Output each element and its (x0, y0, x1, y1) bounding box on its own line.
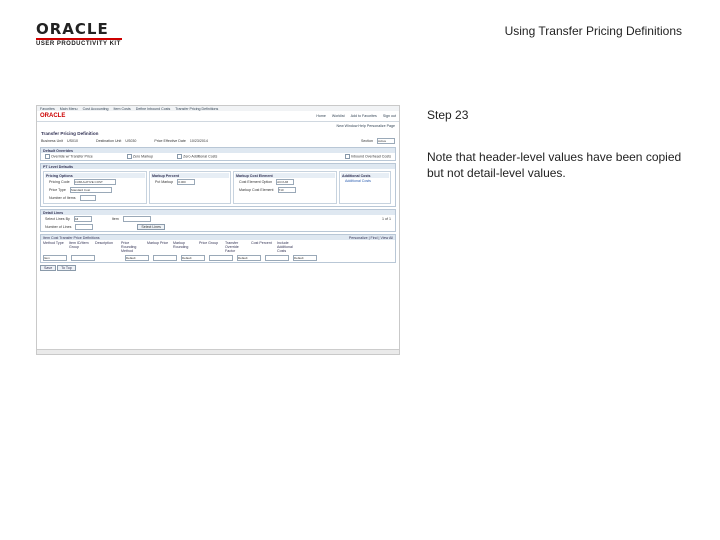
item-field[interactable] (123, 216, 151, 222)
markup-pct-field[interactable]: 0.000 (177, 179, 195, 185)
description-cell (99, 255, 121, 261)
col-header: Markup Rounding (173, 241, 189, 249)
additional-costs-group (339, 171, 391, 204)
detail-lines-header[interactable]: Detail Lines (41, 210, 395, 215)
additional-costs-header: Additional Costs (341, 173, 389, 178)
slide-title: Using Transfer Pricing Definitions (504, 24, 682, 38)
header-fields (37, 137, 399, 145)
business-unit-label: Business Unit (41, 139, 63, 143)
logo-underline (36, 38, 122, 40)
price-eff-label: Price Effective Date (154, 139, 186, 143)
col-header: Transfer Override Factor (225, 241, 239, 253)
pricing-options-header: Pricing Options (45, 173, 145, 178)
header-links (316, 114, 396, 118)
override-transfer-price-check[interactable]: Override w/ Transfer Price (45, 154, 93, 159)
level-defaults-section (40, 163, 396, 207)
page-title: Transfer Pricing Definition (41, 131, 99, 136)
default-overrides-section (40, 147, 396, 161)
grid-header-row (41, 240, 395, 254)
section-label: Section (361, 139, 373, 143)
breadcrumb-inbound-costs[interactable]: Define Inbound Costs (135, 106, 171, 111)
item-label: Item (111, 217, 119, 221)
select-lines-label: Select Lines By (45, 217, 70, 221)
add-favorites-link[interactable]: Add to Favorites (350, 114, 377, 118)
col-header: Price Group (199, 241, 219, 245)
grid-title: Item Cost Transfer Price Definitions (43, 235, 100, 240)
home-link[interactable]: Home (316, 114, 326, 118)
default-overrides-header: Default Overrides (41, 148, 395, 153)
dest-unit-label: Destination Unit (95, 139, 122, 143)
num-lines-field[interactable] (75, 224, 93, 230)
price-eff-value: 10/23/2014 (189, 139, 208, 143)
zero-markup-check[interactable]: Zero Markup (127, 154, 153, 159)
select-lines-field[interactable]: All (74, 216, 92, 222)
col-header: Cost Percent (251, 241, 272, 245)
col-header: Price Rounding Method (121, 241, 137, 253)
breadcrumb-main-menu[interactable]: Main Menu (59, 106, 78, 111)
to-top-button[interactable]: To Top (57, 265, 76, 271)
pricing-code-label: Pricing Code (49, 180, 70, 184)
markup-cost-elem-field[interactable]: 710 (278, 187, 296, 193)
cost-elem-field[interactable]: ACCUM (276, 179, 294, 185)
markup-pct-label: Pct Markup (155, 180, 174, 184)
num-items-field[interactable] (80, 195, 96, 201)
zero-additional-costs-check[interactable]: Zero Additional Costs (177, 154, 217, 159)
override-factor-cell[interactable]: Default (237, 255, 261, 261)
horizontal-scrollbar[interactable] (37, 349, 399, 354)
app-screenshot (36, 105, 400, 355)
markup-rounding-cell[interactable]: Default (181, 255, 205, 261)
col-header: Markup Price (147, 241, 169, 245)
markup-percent-group (149, 171, 231, 204)
pricing-code-field[interactable]: CUMULATIVE COST (74, 179, 116, 185)
step-label: Step 23 (427, 108, 469, 122)
save-button[interactable]: Save (40, 265, 56, 271)
logo-oracle-text: ORACLE (36, 20, 109, 38)
markup-cost-elem-label: Markup Cost Element (239, 188, 274, 192)
inbound-overhead-check[interactable]: Inbound Overhead Costs (345, 154, 391, 159)
step-note: Note that header-level values have been copied but not detail-level values. (427, 150, 682, 180)
grid-nav[interactable]: Personalize | Find | View All (348, 235, 393, 240)
price-group-cell[interactable] (209, 255, 233, 261)
breadcrumb-item-costs[interactable]: Item Costs (113, 106, 131, 111)
dest-unit-value: US030 (125, 139, 137, 143)
section-select[interactable]: Active (377, 138, 395, 144)
num-items-label: Number of Items (49, 196, 76, 200)
breadcrumb-transfer-pricing[interactable]: Transfer Pricing Definitions (175, 106, 219, 111)
logo-subtitle: USER PRODUCTIVITY KIT (36, 41, 121, 47)
oracle-upk-logo (36, 22, 122, 47)
worklist-link[interactable]: Worklist (331, 114, 345, 118)
markup-percent-header: Markup Percent (151, 173, 229, 178)
detail-lines-section (40, 209, 396, 232)
additional-costs-link[interactable]: Additional Costs (345, 179, 371, 183)
price-type-label: Price Type (49, 188, 66, 192)
page-actions[interactable]: New Window Help Personalize Page (336, 124, 395, 128)
business-unit-value: US010 (66, 139, 78, 143)
transfer-price-grid (40, 234, 396, 263)
app-brand: ORACLE (40, 113, 66, 119)
page-footer (40, 265, 396, 271)
select-lines-button[interactable]: Select Lines (137, 224, 165, 230)
markup-price-cell[interactable] (153, 255, 177, 261)
col-header: Item ID/Item Group (69, 241, 89, 249)
col-header: Include Additional Costs (277, 241, 293, 253)
pager[interactable]: 1 of 1 (382, 217, 391, 221)
sign-out-link[interactable]: Sign out (382, 114, 396, 118)
app-header (37, 111, 399, 122)
markup-cost-element-group (233, 171, 337, 204)
method-type-cell[interactable]: Item (43, 255, 67, 261)
cost-percent-cell[interactable] (265, 255, 289, 261)
price-type-field[interactable]: Standard Cost (70, 187, 112, 193)
pricing-options-group (43, 171, 147, 204)
breadcrumb-cost-accounting[interactable]: Cost Accounting (82, 106, 109, 111)
breadcrumb-favorites[interactable]: Favorites (40, 106, 55, 111)
item-id-cell[interactable] (71, 255, 95, 261)
num-lines-label: Number of Lines (45, 225, 72, 229)
price-rounding-cell[interactable]: Default (125, 255, 149, 261)
cost-elem-label: Cost Element Option (239, 180, 273, 184)
include-costs-cell[interactable]: Default (293, 255, 317, 261)
table-row (41, 254, 395, 262)
level-defaults-header[interactable]: PT Level Defaults (41, 164, 395, 169)
col-header: Description (95, 241, 113, 245)
markup-cost-element-header: Markup Cost Element (235, 173, 335, 178)
col-header: Method Type (43, 241, 64, 245)
